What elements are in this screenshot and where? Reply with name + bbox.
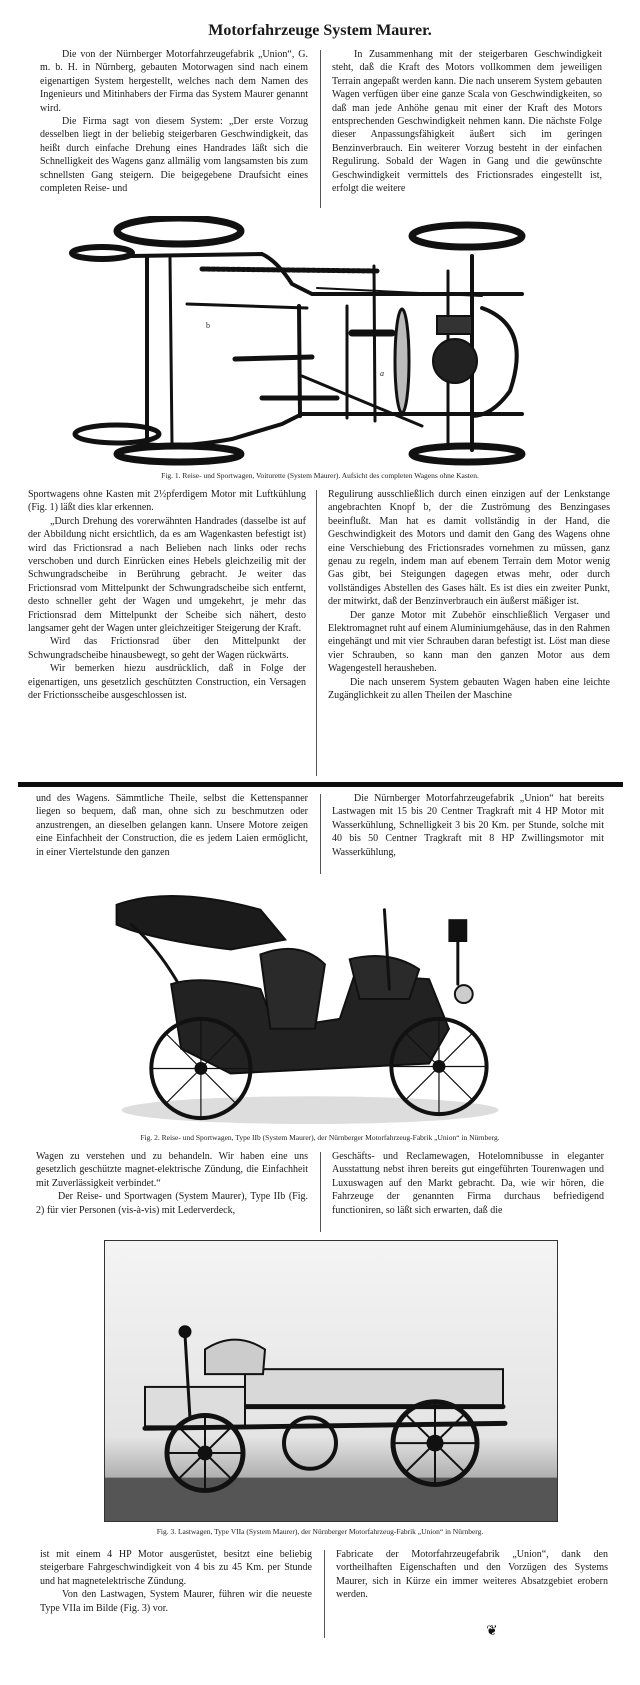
section2-right-column: [328, 488, 610, 778]
section4-left-column: [36, 1150, 308, 1234]
paragraph: Die Firma sagt von diesem System: „Der erste Vorzug desselben liegt in der beliebig steigerbaren Geschwindigkeit, das heißt durch einfache Drehung eines Handrades läßt sich die Schnelligkeit des Wagens ganz allmälig vom langsamsten bis zum schnellsten Gang steigern. Die beigegebene Draufsicht eines completen Reise- und: [40, 116, 308, 195]
paragraph: In Zusammenhang mit der steigerbaren Geschwindigkeit steht, daß die Kraft des Motors vollkommen dem jeweiligen Terrain angepaßt werden kann. Die nach unserem System gebauten Wagen verfügen über eine ganze Scala von Geschwindigkeiten, so daß man jede Anhöhe genau mit einer der Kraft des Motors entsprechenden Geschwindigkeit nehmen kann. Die nächste Folge dieser Anpassungsfähigkeit äußert sich im geringen Benzinverbrauch. Ein weiterer Vorzug besteht in der einfachen Regulirung. Sobald der Wagen in Gang und die gewünschte Geschwindigkeit vermittels des Frictionsrades eingestellt ist, erfolgt die weitere: [332, 49, 602, 195]
rear-left-wheel: [117, 218, 241, 244]
figure-2-touring-car: [110, 880, 515, 1128]
paragraph: Der Reise- und Sportwagen (System Maurer), Type IIb (Fig. 2) für vier Personen (vis-à-vis) mit Lederverdeck,: [36, 1191, 308, 1216]
figure-1-chassis-top-view: [62, 216, 582, 466]
column-divider: [320, 794, 321, 874]
section2-left-column: [28, 488, 306, 778]
paragraph: Geschäfts- und Reclamewagen, Hotelomnibusse in eleganter Ausstattung nebst ihren bereits gut eingeführten Tourenwagen und Luxuswagen auf den Markt gebracht. Da, wie wir hören, die Fahrzeuge der genannten Firma durchaus befriedigend functioniren, so läßt sich erwarten, daß die: [332, 1151, 604, 1216]
figure-1-caption: Fig. 1. Reise- und Sportwagen, Voiturette (System Maurer). Aufsicht des completen Wagens ohne Kasten.: [161, 471, 479, 480]
paragraph: Die nach unserem System gebauten Wagen haben eine leichte Zugänglichkeit zu allen Theilen der Maschine: [328, 676, 610, 702]
column-divider: [320, 50, 321, 208]
section1-left-column: [40, 48, 308, 210]
paragraph: Von den Lastwagen, System Maurer, führen wir die neueste Type VIIa im Bilde (Fig. 3) vor.: [40, 1589, 312, 1614]
column-divider: [320, 1152, 321, 1232]
paragraph: Die Nürnberger Motorfahrzeugefabrik „Union“ hat bereits Lastwagen mit 15 bis 20 Centner Tragkraft mit 4 HP Motor mit Wasserkühlung, Schnelligkeit 3 bis 20 Km. per Stunde, solche mit 40 bis 50 Centner Tragkraft mit 8 HP Zwillingsmotor mit Wasserkühlung,: [332, 793, 604, 858]
chassis-label-b: b: [206, 321, 210, 330]
section1-right-column: [332, 48, 602, 210]
rear-right-wheel: [117, 446, 241, 462]
section5-right-column: [336, 1548, 608, 1618]
paragraph: Die von der Nürnberger Motorfahrzeugefabrik „Union“, G. m. b. H. in Nürnberg, gebauten Motorwagen sind nach einem eigenartigen System hergestellt, welches nach dem Namen des Ingenieurs und Mitinhabers der Firma das System Maurer genannt wird.: [40, 49, 308, 114]
paragraph: Sportwagens ohne Kasten mit 2½pferdigem Motor mit Luftkühlung (Fig. 1) läßt dies klar erkennen.: [28, 489, 306, 514]
end-ornament-icon: ❦: [486, 1624, 498, 1639]
section5-left-column: [40, 1548, 312, 1640]
column-divider: [316, 490, 317, 776]
front-right-wheel: [412, 446, 522, 462]
paragraph: Wir bemerken hiezu ausdrücklich, daß in Folge der eigenartigen, uns gesetzlich geschützten Construction, ein Versagen der Frictionsscheibe ausgeschlossen ist.: [28, 663, 306, 702]
figure-2-caption: Fig. 2. Reise- und Sportwagen, Type IIb (System Maurer), der Nürnberger Motorfahrzeug-Fabrik „Union“ in Nürnberg.: [140, 1133, 500, 1142]
figure-3-truck-photo: [104, 1240, 558, 1522]
chassis-drawing: [62, 216, 582, 466]
touring-car-drawing: [110, 880, 515, 1128]
section3-right-column: [332, 792, 604, 876]
section3-left-column: [36, 792, 308, 876]
paragraph: „Durch Drehung des vorerwähnten Handrades (dasselbe ist auf der Abbildung nicht ersichtlich, da es am Wagenkasten befestigt ist) wird das Frictionsrad a nach Belieben nach links oder rechs verschoben und durch Einrücken eines Hebels gleichzeilig mit der Schwungradscheibe in Berührung gebracht. Je weiter das Frictionsrad vom Mittelpunkt der Schwungradscheibe sich entfernt, desto schneller geht der Wagen und umgekehrt, je mehr das Frictionsrad dem Mittelpunkt der Scheibe sich nähert, desto langsamer geht der Wagen unter gleichzeitiger Steigerung der Kraft.: [28, 515, 306, 635]
front-left-wheel: [412, 225, 522, 247]
paragraph: ist mit einem 4 HP Motor ausgerüstet, besitzt eine beliebig steigerbare Fahrgeschwindigkeit von 4 bis zu 45 Km. per Stunde und hat magnetelektrische Zündung.: [40, 1549, 312, 1587]
paragraph: Der ganze Motor mit Zubehör einschließlich Vergaser und Elektromagnet ruht auf einem Aluminiumgehäuse, das in den Rahmen eingehängt und mit vier Schrauben daran befestigt ist. Löst man diese vier Schrauben, so kann man den ganzen Motor aus dem Wagengestell herausheben.: [328, 609, 610, 675]
paragraph: und des Wagens. Sämmtliche Theile, selbst die Kettenspanner liegen so bequem, daß man, ohne sich zu beschmutzen oder anzustrengen, an dieselben gelangen kann. Unsere Motore zeigen eine Einfachheit der Construction, die es jedem Laien ermöglicht, in einer Viertelstunde den ganzen: [36, 793, 308, 858]
paragraph: Wagen zu verstehen und zu behandeln. Wir haben eine uns gesetzlich geschützte magnet-elektrische Zündung, die Einfachheit mit Zuverlässigkeit verbindet.“: [36, 1151, 308, 1189]
truck-drawing: [105, 1241, 557, 1521]
column-divider: [324, 1550, 325, 1638]
section-separator-rule: [18, 782, 623, 787]
paragraph: Wird das Frictionsrad über den Mittelpunkt der Schwungradscheibe hinausbewegt, so geht der Wagen rückwärts.: [28, 636, 306, 661]
chassis-label-a: a: [380, 369, 384, 378]
section4-right-column: [332, 1150, 604, 1234]
paragraph: Regulirung ausschließlich durch einen einzigen auf der Lenkstange angebrachten Knopf b, der die Zuströmung des Benzingases beeinflußt. Man hat es damit vollständig in der Hand, die Geschwindigkeit des Motors und damit den Gang des Wagens ohne eine Verschiebung des Frictionsrades vornehmen zu müssen, ganz genau zu regeln, indem man auf ebenem Terrain dem Motor wenig Gas gibt, bei Steigungen dagegen etwas mehr, oder durch vollständiges Abstellen des Gases hält. Es ist dies ein zweiter Punkt, der mitwirkt, daß der Benzinverbrauch ein äußerst mäßiger ist.: [328, 489, 610, 608]
paragraph: Fabricate der Motorfahrzeugefabrik „Union“, dank den vortheilhaften Eigenschaften und den Vorzügen des Systems Maurer, sich in Kürze ein immer weiteres Absatzgebiet erobern werden.: [336, 1549, 608, 1601]
article-title: Motorfahrzeuge System Maurer.: [208, 22, 432, 39]
figure-3-caption: Fig. 3. Lastwagen, Type VIIa (System Maurer), der Nürnberger Motorfahrzeug-Fabrik „Union“ in Nürnberg.: [156, 1527, 484, 1536]
